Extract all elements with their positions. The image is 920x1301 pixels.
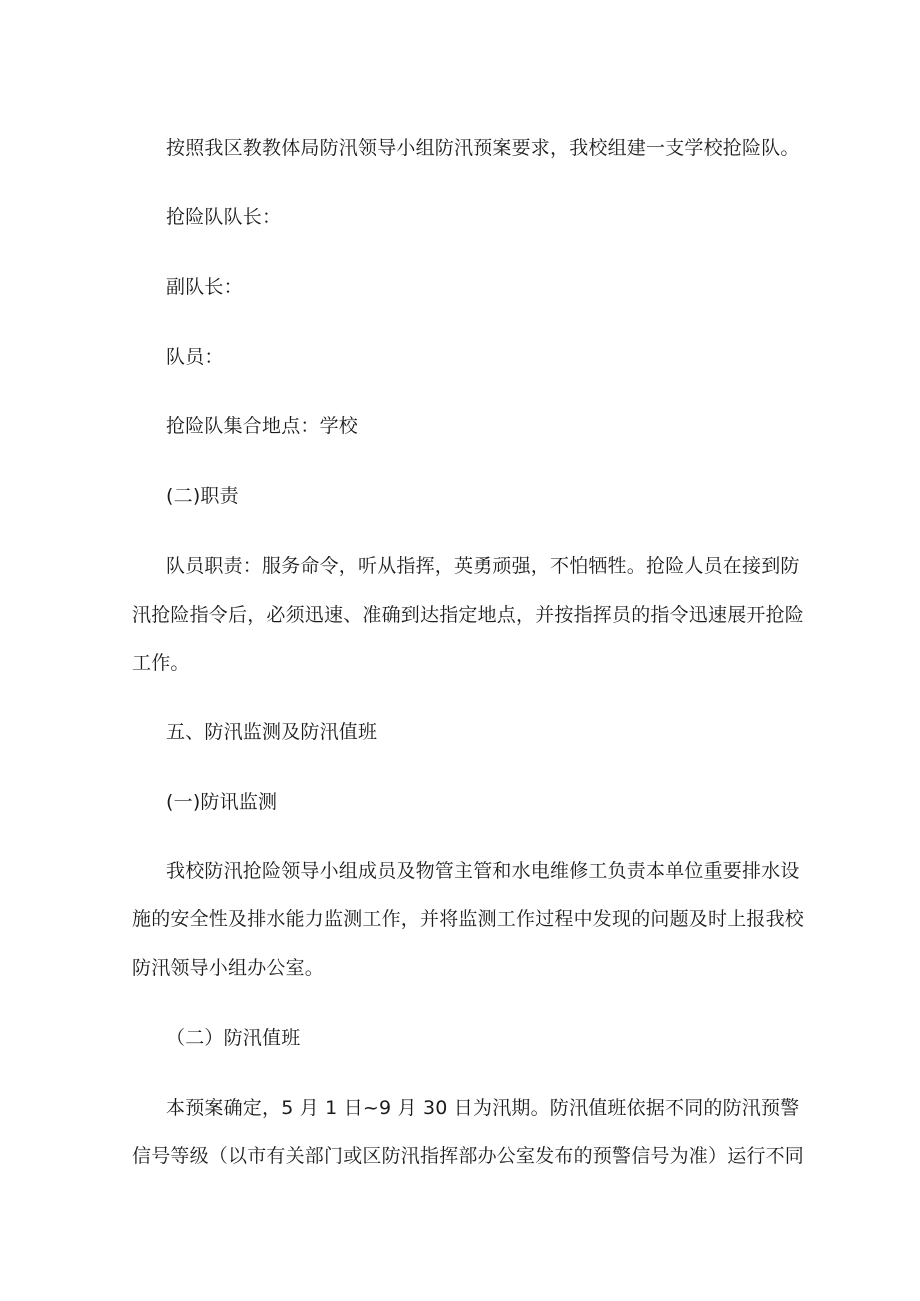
- paragraph-assembly-point: 抢险队集合地点：学校: [166, 415, 359, 437]
- paragraph-monitoring-line-3: 防汛领导小组办公室。: [132, 957, 325, 979]
- heading-flood-duty: （二）防汛值班: [166, 1027, 301, 1049]
- heading-duties: (二)职责: [166, 485, 239, 507]
- paragraph-team-leader: 抢险队队长：: [166, 206, 282, 228]
- paragraph-duty-line-2: 信号等级（以市有关部门或区防汛指挥部办公室发布的预警信号为准）运行不同: [132, 1145, 805, 1167]
- paragraph-members: 队员：: [166, 346, 224, 368]
- paragraph-duties-line-1: 队员职责：服务命令，听从指挥，英勇顽强，不怕牺牲。抢险人员在接到防: [166, 555, 800, 577]
- paragraph-monitoring-line-2: 施的安全性及排水能力监测工作，并将监测工作过程中发现的问题及时上报我校: [132, 908, 805, 930]
- paragraph-rescue-team-intro: 按照我区教教体局防汛领导小组防汛预案要求，我校组建一支学校抢险队。: [166, 137, 800, 159]
- paragraph-duty-line-1: 本预案确定，5 月 1 日~9 月 30 日为汛期。防汛值班依据不同的防汛预警: [166, 1097, 800, 1119]
- heading-section-five: 五、防汛监测及防汛值班: [166, 721, 378, 743]
- heading-flood-monitoring: (一)防讯监测: [166, 791, 278, 813]
- paragraph-deputy-leader: 副队长：: [166, 276, 243, 298]
- paragraph-monitoring-line-1: 我校防汛抢险领导小组成员及物管主管和水电维修工负责本单位重要排水设: [166, 860, 800, 882]
- paragraph-duties-line-3: 工作。: [132, 652, 190, 674]
- paragraph-duties-line-2: 汛抢险指令后，必须迅速、准确到达指定地点，并按指挥员的指令迅速展开抢险: [132, 604, 805, 626]
